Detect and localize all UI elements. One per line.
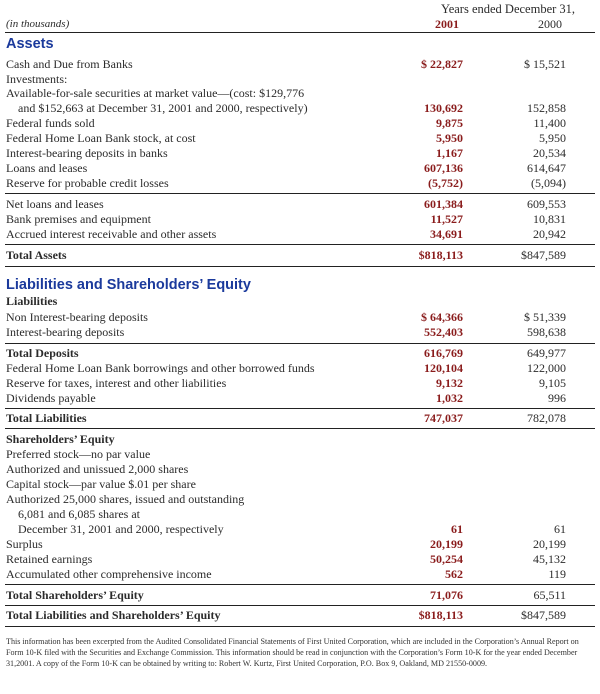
value-2001: 11,527	[430, 212, 463, 226]
value-2001: 34,691	[430, 227, 463, 241]
asset-row-credit-reserve	[0, 176, 600, 191]
asset-row-cash	[0, 57, 600, 72]
value-2001: 601,384	[424, 197, 463, 211]
value-2000: 152,858	[527, 101, 566, 115]
row-label: Total Shareholders’ Equity	[6, 588, 144, 602]
row-label: Federal Home Loan Bank borrowings and other borrowed funds	[6, 361, 315, 375]
liab-row-total-liab-equity	[0, 608, 600, 623]
value-2001: $818,113	[418, 608, 463, 622]
liab-row-fhlb-borrowings	[0, 361, 600, 376]
liab-row-total-deposits	[0, 346, 600, 361]
value-2000: 609,553	[527, 197, 566, 211]
liab-row-capital-values	[0, 522, 600, 537]
liab-row-surplus	[0, 537, 600, 552]
row-label: Preferred stock—no par value	[6, 447, 151, 461]
value-2001: 1,167	[436, 146, 463, 160]
row-label: Retained earnings	[6, 552, 93, 566]
value-2000: 45,132	[533, 552, 566, 566]
value-2000: 20,942	[533, 227, 566, 241]
row-label: Net loans and leases	[6, 197, 104, 211]
asset-row-total-assets	[0, 248, 600, 263]
row-label: Surplus	[6, 537, 43, 551]
row-label: Total Assets	[6, 248, 67, 262]
row-label: December 31, 2001 and 2000, respectively	[18, 522, 224, 536]
value-2000: 9,105	[539, 376, 566, 390]
liab-row-retained-earnings	[0, 552, 600, 567]
asset-row-accrued-interest	[0, 227, 600, 242]
row-label: and $152,663 at December 31, 2001 and 2000, respectively)	[18, 101, 308, 115]
value-2001: 71,076	[430, 588, 463, 602]
row-label: Total Liabilities and Shareholders’ Equity	[6, 608, 221, 622]
value-2001: 9,132	[436, 376, 463, 390]
asset-row-investments	[0, 72, 600, 87]
rule	[5, 626, 595, 627]
rule	[5, 408, 595, 409]
value-2001: $ 22,827	[421, 57, 463, 71]
liab-row-liabilities	[0, 294, 600, 309]
value-2000: 614,647	[527, 161, 566, 175]
asset-row-fed-funds	[0, 116, 600, 131]
liab-row-capital-stock	[0, 477, 600, 492]
rule	[5, 584, 595, 585]
years-ended-heading: Years ended December 31,	[440, 2, 576, 16]
value-2000: 65,511	[533, 588, 566, 602]
value-2001: 61	[451, 522, 463, 536]
liab-row-aoci	[0, 567, 600, 582]
row-label: Reserve for taxes, interest and other liabilities	[6, 376, 227, 390]
units-label: (in thousands)	[6, 18, 70, 30]
value-2000: 20,534	[533, 146, 566, 160]
row-label: Bank premises and equipment	[6, 212, 151, 226]
value-2000: 598,638	[527, 325, 566, 339]
row-label: Total Liabilities	[6, 411, 87, 425]
rule	[5, 343, 595, 344]
row-label: Authorized 25,000 shares, issued and outstanding	[6, 492, 245, 506]
asset-row-premises	[0, 212, 600, 227]
value-2001: 5,950	[436, 131, 463, 145]
row-label: Dividends payable	[6, 391, 96, 405]
rule	[5, 193, 595, 194]
footnote: This information has been excerpted from the Audited Consolidated Financial Statements of First United Corporation, which are included in the Corporation’s Annual Report on Form 10-K filed with the Securities and Exchange Commission. This information should be read in conjunction with the Corporation’s Form 10-K for the year ended December 31,2001. A copy of the Form 10-K can be obtained by writing to: Robert W. Kurtz, First United Corporation, P.O. Box 9, Oakland, MD 21550-0009.	[6, 637, 579, 668]
value-2000: 122,000	[527, 361, 566, 375]
row-label: Shareholders’ Equity	[6, 432, 115, 446]
asset-row-loans	[0, 161, 600, 176]
value-2000: 11,400	[533, 116, 566, 130]
assets-heading: Assets	[6, 36, 54, 52]
value-2001: $ 64,366	[421, 310, 463, 324]
value-2001: 552,403	[424, 325, 463, 339]
value-2000: 782,078	[527, 411, 566, 425]
rule	[5, 266, 595, 267]
value-2000: 119	[548, 567, 566, 581]
row-label: 6,081 and 6,085 shares at	[18, 507, 140, 521]
value-2000: 10,831	[533, 212, 566, 226]
rule	[5, 244, 595, 245]
row-label: Non Interest-bearing deposits	[6, 310, 148, 324]
value-2001: 50,254	[430, 552, 463, 566]
row-label: Total Deposits	[6, 346, 79, 360]
row-label: Accumulated other comprehensive income	[6, 567, 212, 581]
year-2000-heading: 2000	[538, 17, 562, 31]
liab-row-shares-issued	[0, 507, 600, 522]
liab-row-total-liabilities	[0, 411, 600, 426]
year-2001-heading: 2001	[435, 17, 459, 31]
row-label: Accrued interest receivable and other assets	[6, 227, 217, 241]
liab-row-capital-auth	[0, 492, 600, 507]
value-2000: $ 15,521	[524, 57, 566, 71]
value-2000: 649,977	[527, 346, 566, 360]
liab-row-interest-deposits	[0, 325, 600, 340]
value-2001: 1,032	[436, 391, 463, 405]
liab-row-dividends	[0, 391, 600, 406]
asset-row-interest-deposits	[0, 146, 600, 161]
value-2000: $847,589	[521, 248, 566, 262]
liab-row-noninterest-deposits	[0, 310, 600, 325]
liab-row-total-equity	[0, 588, 600, 603]
row-label: Capital stock—par value $.01 per share	[6, 477, 196, 491]
rule	[5, 428, 595, 429]
asset-row-afs-securities	[0, 86, 600, 101]
row-label: Reserve for probable credit losses	[6, 176, 169, 190]
row-label: Federal funds sold	[6, 116, 95, 130]
value-2001: 20,199	[430, 537, 463, 551]
value-2000: 61	[554, 522, 566, 536]
row-label: Liabilities	[6, 294, 58, 308]
value-2001: (5,752)	[428, 176, 463, 190]
value-2001: $818,113	[418, 248, 463, 262]
value-2001: 616,769	[424, 346, 463, 360]
value-2001: 130,692	[424, 101, 463, 115]
value-2000: 5,950	[539, 131, 566, 145]
row-label: Interest-bearing deposits	[6, 325, 125, 339]
asset-row-afs-securities-cont	[0, 101, 600, 116]
value-2001: 9,875	[436, 116, 463, 130]
liab-row-preferred	[0, 447, 600, 462]
row-label: Available-for-sale securities at market value—(cost: $129,776	[6, 86, 305, 100]
liab-row-tax-reserve	[0, 376, 600, 391]
liabilities-heading: Liabilities and Shareholders’ Equity	[6, 277, 251, 293]
row-label: Authorized and unissued 2,000 shares	[6, 462, 189, 476]
value-2000: (5,094)	[531, 176, 566, 190]
row-label: Federal Home Loan Bank stock, at cost	[6, 131, 196, 145]
row-label: Cash and Due from Banks	[6, 57, 133, 71]
value-2001: 120,104	[424, 361, 463, 375]
liab-row-preferred-auth	[0, 462, 600, 477]
row-label: Interest-bearing deposits in banks	[6, 146, 168, 160]
value-2000: $ 51,339	[524, 310, 566, 324]
value-2000: 996	[548, 391, 566, 405]
asset-row-net-loans	[0, 197, 600, 212]
value-2001: 747,037	[424, 411, 463, 425]
value-2000: $847,589	[521, 608, 566, 622]
header-rule	[5, 32, 595, 33]
rule	[5, 605, 595, 606]
asset-row-fhlb-stock	[0, 131, 600, 146]
value-2000: 20,199	[533, 537, 566, 551]
row-label: Loans and leases	[6, 161, 88, 175]
value-2001: 562	[445, 567, 463, 581]
row-label: Investments:	[6, 72, 68, 86]
value-2001: 607,136	[424, 161, 463, 175]
liab-row-equity-heading	[0, 432, 600, 447]
